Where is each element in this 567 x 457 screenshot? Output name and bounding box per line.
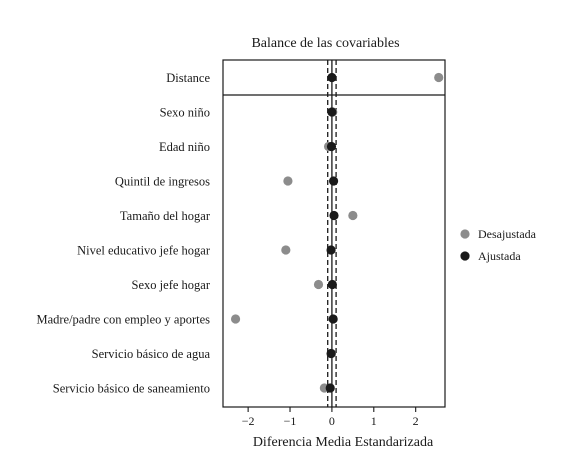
x-tick-label: −2 <box>241 414 255 428</box>
x-axis-title: Diferencia Media Estandarizada <box>252 435 434 450</box>
point-desajustada <box>281 245 290 254</box>
point-ajustada <box>327 107 336 116</box>
y-tick-label: Quintil de ingresos <box>114 174 210 189</box>
point-ajustada <box>327 142 336 151</box>
point-ajustada <box>326 383 335 392</box>
x-tick-label: 0 <box>328 414 335 428</box>
y-tick-label: Servicio básico de agua <box>91 347 210 361</box>
x-tick-label: 1 <box>370 414 377 428</box>
point-ajustada <box>326 245 335 254</box>
point-ajustada <box>328 280 337 289</box>
point-desajustada <box>434 73 443 82</box>
point-ajustada <box>329 314 338 323</box>
legend-label-ajustada: Ajustada <box>478 249 521 263</box>
y-tick-label: Tamaño del hogar <box>119 209 210 223</box>
y-tick-label: Sexo jefe hogar <box>131 278 210 292</box>
x-tick-label: −1 <box>283 414 297 428</box>
point-desajustada <box>283 176 292 185</box>
y-axis-labels <box>36 71 210 396</box>
point-desajustada <box>348 211 357 220</box>
point-desajustada <box>231 314 240 323</box>
y-tick-label: Madre/padre con empleo y aportes <box>36 312 210 327</box>
point-ajustada <box>329 211 338 220</box>
point-ajustada <box>326 349 335 358</box>
y-tick-label: Servicio básico de saneamiento <box>52 381 210 396</box>
y-tick-label: Sexo niño <box>159 105 210 120</box>
data-points <box>231 73 443 393</box>
legend <box>460 227 536 263</box>
chart-title: Balance de las covariables <box>251 36 400 51</box>
y-tick-label: Distance <box>166 71 210 85</box>
legend-marker-ajustada <box>460 251 469 260</box>
y-tick-label: Nivel educativo jefe hogar <box>77 243 210 258</box>
x-tick-label: 2 <box>412 414 419 428</box>
point-ajustada <box>327 73 336 82</box>
point-desajustada <box>314 280 323 289</box>
y-tick-label: Edad niño <box>158 140 210 154</box>
point-ajustada <box>329 176 338 185</box>
x-axis <box>242 407 419 428</box>
legend-marker-desajustada <box>460 229 469 238</box>
legend-label-desajustada: Desajustada <box>478 227 536 241</box>
